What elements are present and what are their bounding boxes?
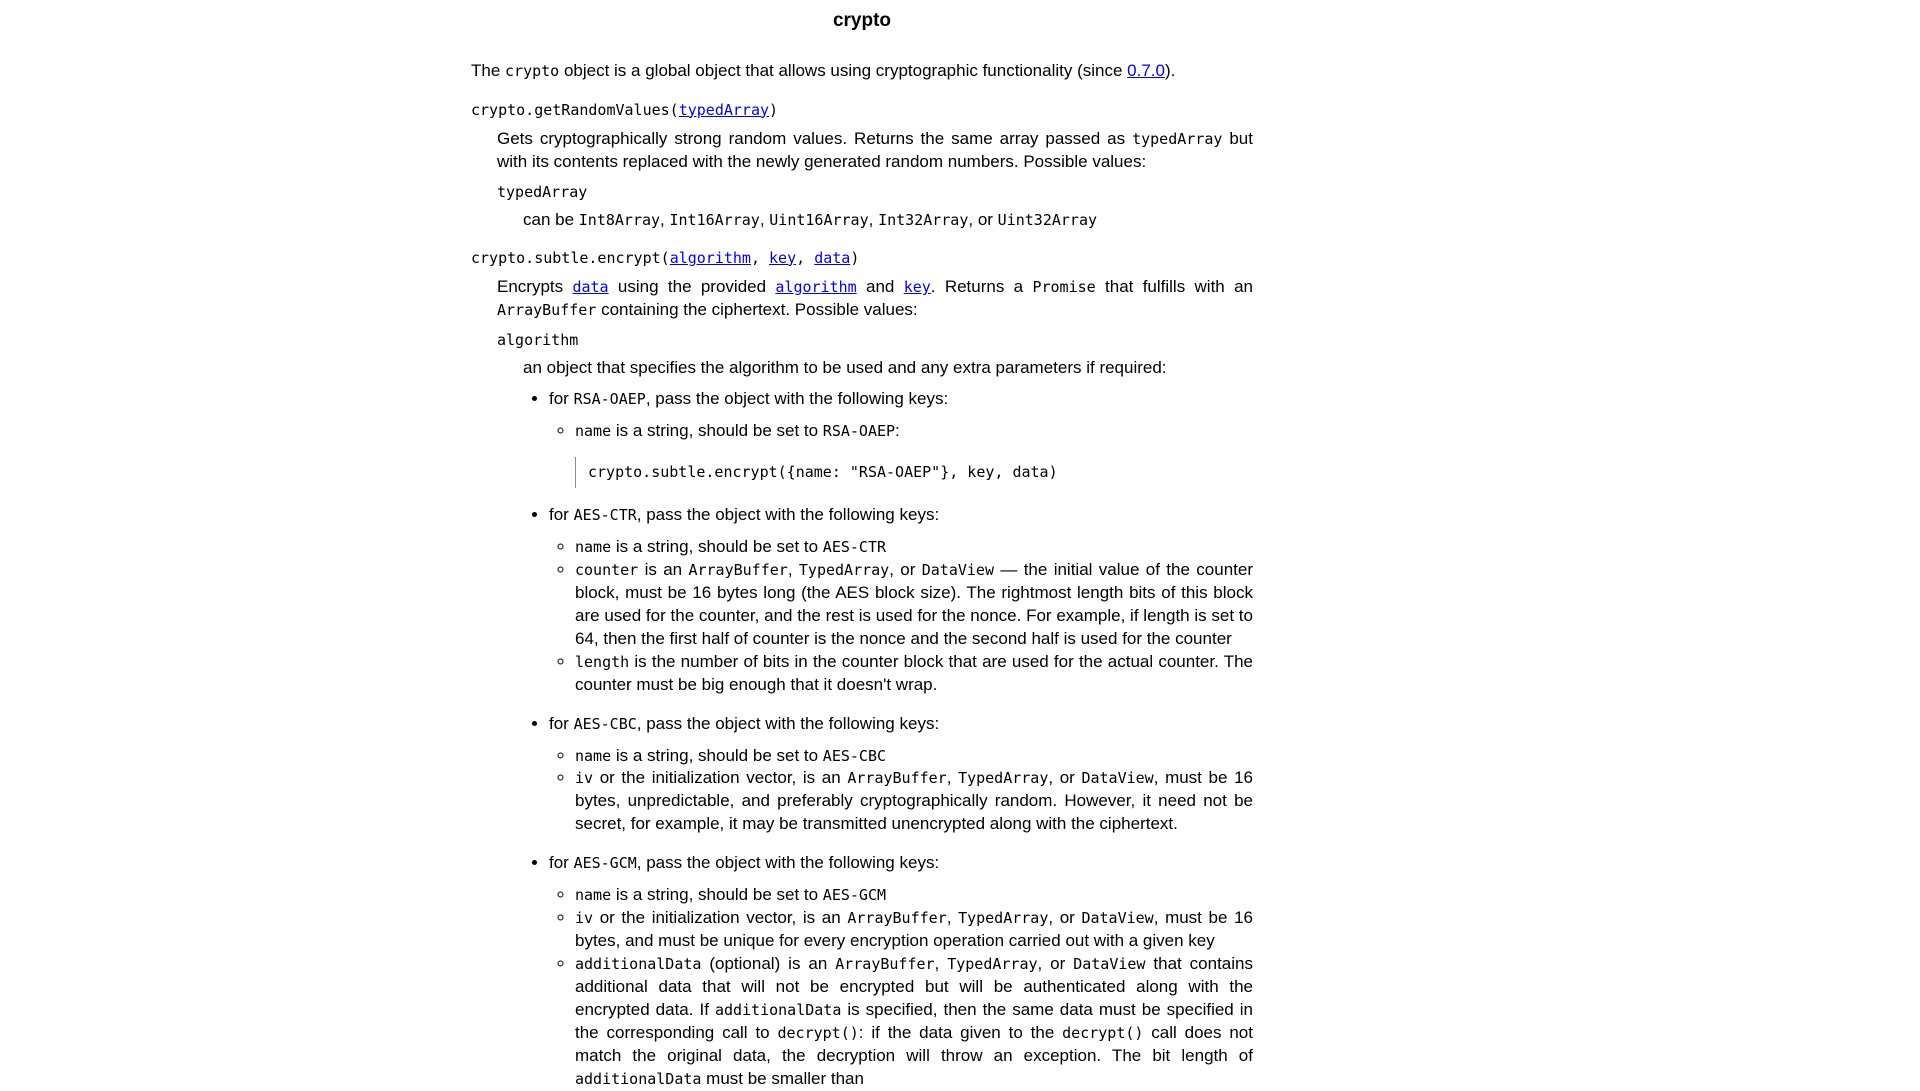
inline-code: crypto.getRandomValues(	[471, 100, 679, 119]
api-definition-list	[471, 100, 1253, 1091]
inline-code: Int8Array	[578, 210, 661, 229]
key-name-item: ◦ name is a string, should be set to AES-CBC	[575, 745, 1253, 768]
example-code-block	[575, 457, 1253, 488]
key-counter-item: ◦ counter is an ArrayBuffer, TypedArray, or DataView — the initial value of the counter block, must be 16 bytes long (the AES block size). The rightmost length bits of this block are used for the counter, and the rest is used for the nonce. For example, if length is set to 64, then the first half of counter is the nonce and the second half is used for the counter	[575, 559, 1253, 651]
aes-ctr-keys-list	[549, 536, 1253, 697]
intro-paragraph: The crypto object is a global object that allows using cryptographic functionality (since 0.7.0).	[471, 60, 1176, 80]
inline-code: key	[769, 248, 797, 267]
inline-code: key	[903, 278, 931, 297]
inline-code: additionalData	[575, 955, 702, 974]
getRandomValues-body	[497, 128, 1253, 232]
key-name-item: ◦ name is a string, should be set to AES-GCM	[575, 884, 1253, 907]
key-name-text: name is a string, should be set to RSA-OAEP:	[575, 421, 900, 441]
option-aes-gcm	[549, 852, 1253, 1090]
option-aes-ctr	[549, 504, 1253, 697]
option-aes-gcm-intro: • for AES-GCM, pass the object with the following keys:	[549, 853, 940, 873]
inline-code: DataView	[1081, 909, 1154, 928]
typedArray-values: can be Int8Array, Int16Array, Uint16Array, Int32Array, or Uint32Array	[523, 209, 1098, 229]
doc-link[interactable]: 0.7.0	[1127, 60, 1165, 80]
inline-code: TypedArray	[958, 769, 1049, 788]
inline-code: Promise	[1032, 278, 1096, 297]
inline-code: AES-CTR	[822, 538, 887, 557]
encrypt-body	[497, 276, 1253, 1091]
key-additionaldata-item: ◦ additionalData (optional) is an ArrayBuffer, TypedArray, or DataView that contains additional data that will not be encrypted but will be authenticated along with the encrypted data. If additionalData is specified, then the same data must be specified in the corresponding call to decrypt(): if the data given to the decrypt() call does not match the original data, the decryption will throw an exception. The bit length of additionalData must be smaller than	[575, 953, 1253, 1091]
aes-cbc-keys-list	[549, 745, 1253, 837]
inline-code: Int32Array	[878, 210, 969, 229]
option-rsa-oaep	[549, 388, 1253, 488]
signature-getRandomValues	[471, 100, 1253, 121]
param-desc-algorithm	[523, 357, 1253, 1090]
inline-code: RSA-OAEP	[573, 390, 646, 409]
page-title: crypto	[832, 10, 892, 31]
inline-code: RSA-OAEP	[822, 422, 896, 441]
inline-code: )	[769, 100, 779, 119]
inline-code: algorithm	[669, 248, 751, 267]
inline-code: TypedArray	[798, 560, 890, 579]
algorithm-options-list	[523, 388, 1253, 1090]
inline-code: name	[575, 886, 612, 905]
doc-link[interactable]	[814, 250, 850, 267]
inline-code: decrypt()	[1062, 1023, 1144, 1042]
doc-link[interactable]	[679, 102, 769, 119]
key-iv-item: ◦ iv or the initialization vector, is an ArrayBuffer, TypedArray, or DataView, must be 16 bytes, and must be unique for every encryption operation carried out with a given key	[575, 907, 1253, 953]
inline-code: AES-GCM	[822, 886, 887, 905]
inline-code: ArrayBuffer	[497, 301, 597, 320]
doc-link[interactable]	[904, 277, 931, 296]
inline-code: ArrayBuffer	[835, 955, 935, 974]
param-desc-typedArray	[523, 209, 1253, 232]
inline-code: AES-CBC	[822, 746, 887, 765]
inline-code: iv	[575, 909, 594, 928]
option-aes-cbc	[549, 713, 1253, 837]
inline-code: typedArray	[1132, 129, 1223, 148]
inline-code: DataView	[921, 560, 994, 579]
getRandomValues-description: Gets cryptographically strong random values. Returns the same array passed as typedArray but with its contents replaced with the newly generated random numbers. Possible values:	[497, 128, 1253, 171]
inline-code: ArrayBuffer	[847, 909, 947, 928]
inline-code: Uint16Array	[769, 210, 869, 229]
inline-code: iv	[575, 769, 594, 788]
signature-subtle-encrypt	[471, 248, 1253, 269]
option-aes-cbc-intro: • for AES-CBC, pass the object with the following keys:	[549, 713, 940, 733]
inline-code: crypto.subtle.encrypt(	[471, 248, 670, 267]
param-term-algorithm: algorithm	[497, 331, 579, 350]
inline-code: algorithm	[775, 278, 857, 297]
inline-code: ,	[796, 248, 815, 267]
document-page	[471, 0, 1253, 1091]
inline-code: additionalData	[714, 1000, 842, 1019]
option-rsa-oaep-intro: • for RSA-OAEP, pass the object with the following keys:	[549, 389, 949, 409]
inline-code: TypedArray	[947, 955, 1038, 974]
inline-code: length	[575, 652, 630, 671]
rsa-oaep-keys-list	[549, 420, 1253, 488]
algorithm-intro: an object that specifies the algorithm to be used and any extra parameters if required:	[523, 358, 1167, 378]
doc-link[interactable]	[670, 250, 751, 267]
doc-link[interactable]	[572, 277, 608, 296]
inline-code: counter	[575, 560, 639, 579]
inline-code: Uint32Array	[997, 210, 1098, 229]
inline-code: name	[575, 422, 612, 441]
inline-code: decrypt()	[777, 1023, 859, 1042]
inline-code: AES-CTR	[573, 506, 637, 525]
inline-code: )	[850, 248, 860, 267]
doc-link[interactable]	[769, 250, 796, 267]
aes-gcm-keys-list	[549, 884, 1253, 1090]
inline-code: additionalData	[575, 1069, 702, 1088]
inline-code: data	[572, 278, 609, 297]
encrypt-description: Encrypts data using the provided algorithm and key. Returns a Promise that fulfills with an ArrayBuffer containing the ciphertext. Possible values:	[497, 277, 1253, 320]
inline-code: Int16Array	[669, 210, 760, 229]
example-code: crypto.subtle.encrypt({name: "RSA-OAEP"}, key, data)	[588, 463, 1058, 482]
inline-code: ArrayBuffer	[847, 769, 947, 788]
key-name-item	[575, 420, 1253, 488]
getRandomValues-params	[497, 182, 1253, 232]
inline-code: ,	[750, 248, 770, 267]
option-aes-ctr-intro: • for AES-CTR, pass the object with the following keys:	[549, 505, 940, 525]
encrypt-params	[497, 330, 1253, 1091]
inline-code: data	[814, 248, 851, 267]
inline-code: DataView	[1081, 769, 1154, 788]
inline-code: name	[575, 746, 612, 765]
key-length-item: ◦ length is the number of bits in the counter block that are used for the actual counter. The counter must be big enough that it doesn't wrap.	[575, 651, 1253, 697]
doc-link[interactable]	[775, 277, 856, 296]
inline-code: DataView	[1073, 955, 1146, 974]
param-term-typedArray: typedArray	[497, 182, 588, 201]
inline-code: TypedArray	[958, 909, 1049, 928]
inline-code: AES-GCM	[573, 854, 637, 873]
inline-code: crypto	[505, 61, 560, 80]
key-name-item: ◦ name is a string, should be set to AES-CTR	[575, 536, 1253, 559]
key-iv-item: ◦ iv or the initialization vector, is an ArrayBuffer, TypedArray, or DataView, must be 16 bytes, unpredictable, and preferably cryptographically random. However, it need not be secret, for example, it may be transmitted unencrypted along with the ciphertext.	[575, 767, 1253, 836]
inline-code: typedArray	[678, 100, 770, 119]
inline-code: name	[575, 538, 612, 557]
inline-code: ArrayBuffer	[688, 560, 788, 579]
inline-code: AES-CBC	[573, 714, 637, 733]
